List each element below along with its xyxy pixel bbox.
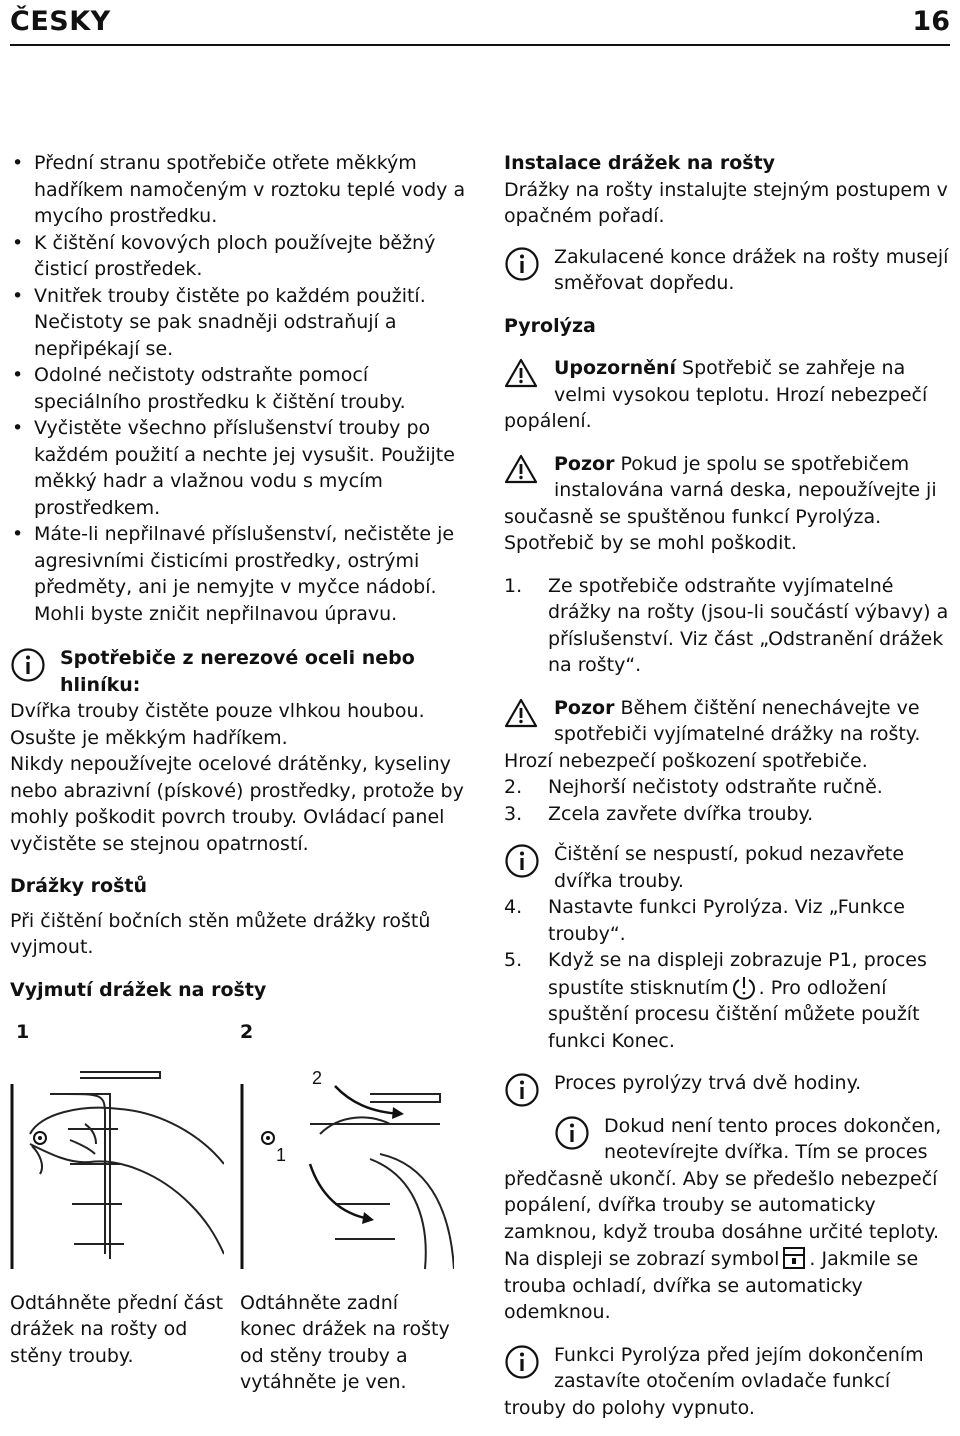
- warning-label: Pozor: [554, 452, 615, 475]
- warning-text: Spotřebič se zahřeje na velmi vysokou teplotu. Hrozí nebezpečí popálení.: [504, 357, 928, 432]
- warning-icon: [504, 453, 540, 489]
- door-note: [504, 841, 954, 894]
- pyrolysis-steps-b: [504, 774, 954, 827]
- step-text: Nastavte funkci Pyrolýza. Viz „Funkce trouby“.: [548, 896, 905, 945]
- removal-heading: Vyjmutí drážek na rošty: [10, 978, 267, 1001]
- start-button-icon: [731, 974, 757, 1000]
- warning-label: Upozornění: [554, 357, 677, 379]
- steel-paragraph: Nikdy nepoužívejte ocelové drátěnky, kyseliny nebo abrazivní (pískové) prostředky, protože by mohly poškodit povrch trouby. Ovládací panel vyčistěte se stejnou opatrností.: [10, 753, 464, 855]
- list-item: [504, 894, 954, 947]
- install-note: [504, 244, 954, 297]
- step-number: 1.: [504, 574, 523, 597]
- warning-icon: [504, 697, 540, 733]
- steel-note: [10, 645, 470, 698]
- step-number: 5.: [504, 949, 523, 971]
- page-number: 16: [912, 6, 950, 37]
- right-column: [504, 150, 954, 1421]
- warning-heat: [504, 355, 954, 435]
- figure-label-1: 1: [276, 1144, 287, 1165]
- pyrolysis-steps-c: [504, 894, 954, 1054]
- stop-note-text: Funkci Pyrolýza před jejím dokončením zastavíte otočením ovladače funkcí trouby do polohy vypnuto.: [504, 1343, 924, 1419]
- left-column: [10, 150, 470, 1396]
- rail-removal-illustration-2: [240, 1054, 454, 1274]
- list-item: [504, 947, 954, 1054]
- door-note-text: Čištění se nespustí, pokud nezavřete dvířka trouby.: [554, 843, 905, 892]
- step-number: 4.: [504, 896, 523, 918]
- language-label: ČESKY: [10, 6, 111, 37]
- install-text: Drážky na rošty instalujte stejným postupem v opačném pořadí.: [504, 178, 948, 227]
- step-text: Když se na displeji zobrazuje P1, proces spustíte stisknutím: [548, 949, 927, 999]
- door-lock-icon: [781, 1245, 807, 1271]
- list-item: [504, 573, 954, 679]
- figure-number: 1: [16, 1021, 30, 1043]
- figure-caption: Odtáhněte přední část drážek na rošty od stěny trouby.: [10, 1291, 224, 1367]
- list-item: • Odolné nečistoty odstraňte pomocí speciálního prostředku k čištění trouby.: [10, 362, 470, 415]
- header-rule: [10, 44, 950, 46]
- info-icon: [10, 647, 46, 683]
- info-icon: [504, 843, 540, 879]
- warning-rails: [504, 695, 954, 775]
- step-text: Zcela zavřete dvířka trouby.: [548, 802, 814, 825]
- figure-2: [240, 1019, 454, 1396]
- figure-label-2: 2: [312, 1067, 323, 1088]
- step-number: 3.: [504, 802, 523, 825]
- warning-text: Pokud je spolu se spotřebičem instalována varná deska, nepoužívejte ji současně se spuštěnou funkcí Pyrolýza. Spotřebič by se mohl poškodit.: [504, 452, 937, 554]
- duration-note-text: Proces pyrolýzy trvá dvě hodiny.: [554, 1072, 862, 1094]
- list-item: [504, 774, 954, 801]
- list-item: • Máte-li nepřilnavé příslušenství, nečistěte je agresivními čisticími prostředky, ostrými předměty, ani je nemyjte v myčce nádobí. Mohli byste zničit nepřilnavou úpravu.: [10, 521, 470, 627]
- rails-text: Při čištění bočních stěn můžete drážky roštů vyjmout.: [10, 909, 431, 958]
- warning-label: Pozor: [554, 696, 615, 719]
- locked-note-text: Dokud není tento proces dokončen, neotevírejte dvířka. Tím se proces předčasně ukončí. Aby se předešlo nebezpečí popálení, dvířka trouby se automaticky zamknou, když trouba dosáhne určité teploty. Na displeji se zobrazí symbol: [504, 1114, 942, 1270]
- warning-text: Během čištění nenechávejte ve spotřebiči vyjímatelné drážky na rošty. Hrozí nebezpečí poškození spotřebiče.: [504, 696, 921, 772]
- figure-caption: Odtáhněte zadní konec drážek na rošty od stěny trouby a vytáhněte je ven.: [240, 1291, 450, 1393]
- pyrolysis-steps-a: [504, 573, 954, 679]
- list-item: • Vyčistěte všechno příslušenství trouby po každém použití a nechte jej vysušit. Použijte měkký hadr a vlažnou vodu s mycím prostředkem.: [10, 415, 470, 521]
- step-text: Nejhorší nečistoty odstraňte ručně.: [548, 776, 883, 798]
- list-item: • K čištění kovových ploch používejte běžný čisticí prostředek.: [10, 230, 470, 283]
- stop-note: [504, 1342, 954, 1422]
- figures: [10, 1019, 470, 1396]
- list-item: • Přední stranu spotřebiče otřete měkkým hadříkem namočeným v roztoku teplé vody a mycího prostředku.: [10, 150, 470, 230]
- duration-note: [504, 1070, 954, 1097]
- install-note-text: Zakulacené konce drážek na rošty musejí směřovat dopředu.: [554, 245, 949, 294]
- list-item: [504, 801, 954, 828]
- warning-icon: [504, 357, 540, 393]
- info-icon: [554, 1115, 590, 1151]
- info-icon: [504, 1072, 540, 1108]
- step-number: 2.: [504, 776, 523, 798]
- page-header: [10, 4, 950, 40]
- step-text: Ze spotřebiče odstraňte vyjímatelné drážky na rošty (jsou-li součástí výbavy) a příslušenství. Viz část „Odstranění drážek na rošty“.: [548, 574, 949, 676]
- figure-1: [10, 1019, 224, 1396]
- locked-note-text-b: . Jakmile se trouba ochladí, dvířka se automaticky odemknou.: [504, 1248, 919, 1323]
- steel-note-text: Dvířka trouby čistěte pouze vlhkou houbou. Osušte je měkkým hadříkem.: [10, 700, 425, 749]
- figure-number: 2: [240, 1021, 254, 1043]
- info-icon: [504, 1344, 540, 1380]
- info-icon: [504, 246, 540, 282]
- warning-hob: [504, 451, 954, 557]
- pyrolysis-heading: Pyrolýza: [504, 314, 596, 337]
- install-heading: Instalace drážek na rošty: [504, 152, 776, 174]
- rail-removal-illustration-1: [10, 1054, 224, 1274]
- locked-note: [504, 1113, 954, 1326]
- steel-note-title: Spotřebiče z nerezové oceli nebo hliníku:: [60, 647, 415, 696]
- step-text: . Pro odložení spuštění procesu čištění můžete použít funkci Konec.: [548, 976, 920, 1052]
- rails-heading: Drážky roštů: [10, 875, 147, 897]
- list-item: • Vnitřek trouby čistěte po každém použití. Nečistoty se pak snadněji odstraňují a nepřipékají se.: [10, 283, 470, 363]
- cleaning-bullet-list: [10, 150, 470, 627]
